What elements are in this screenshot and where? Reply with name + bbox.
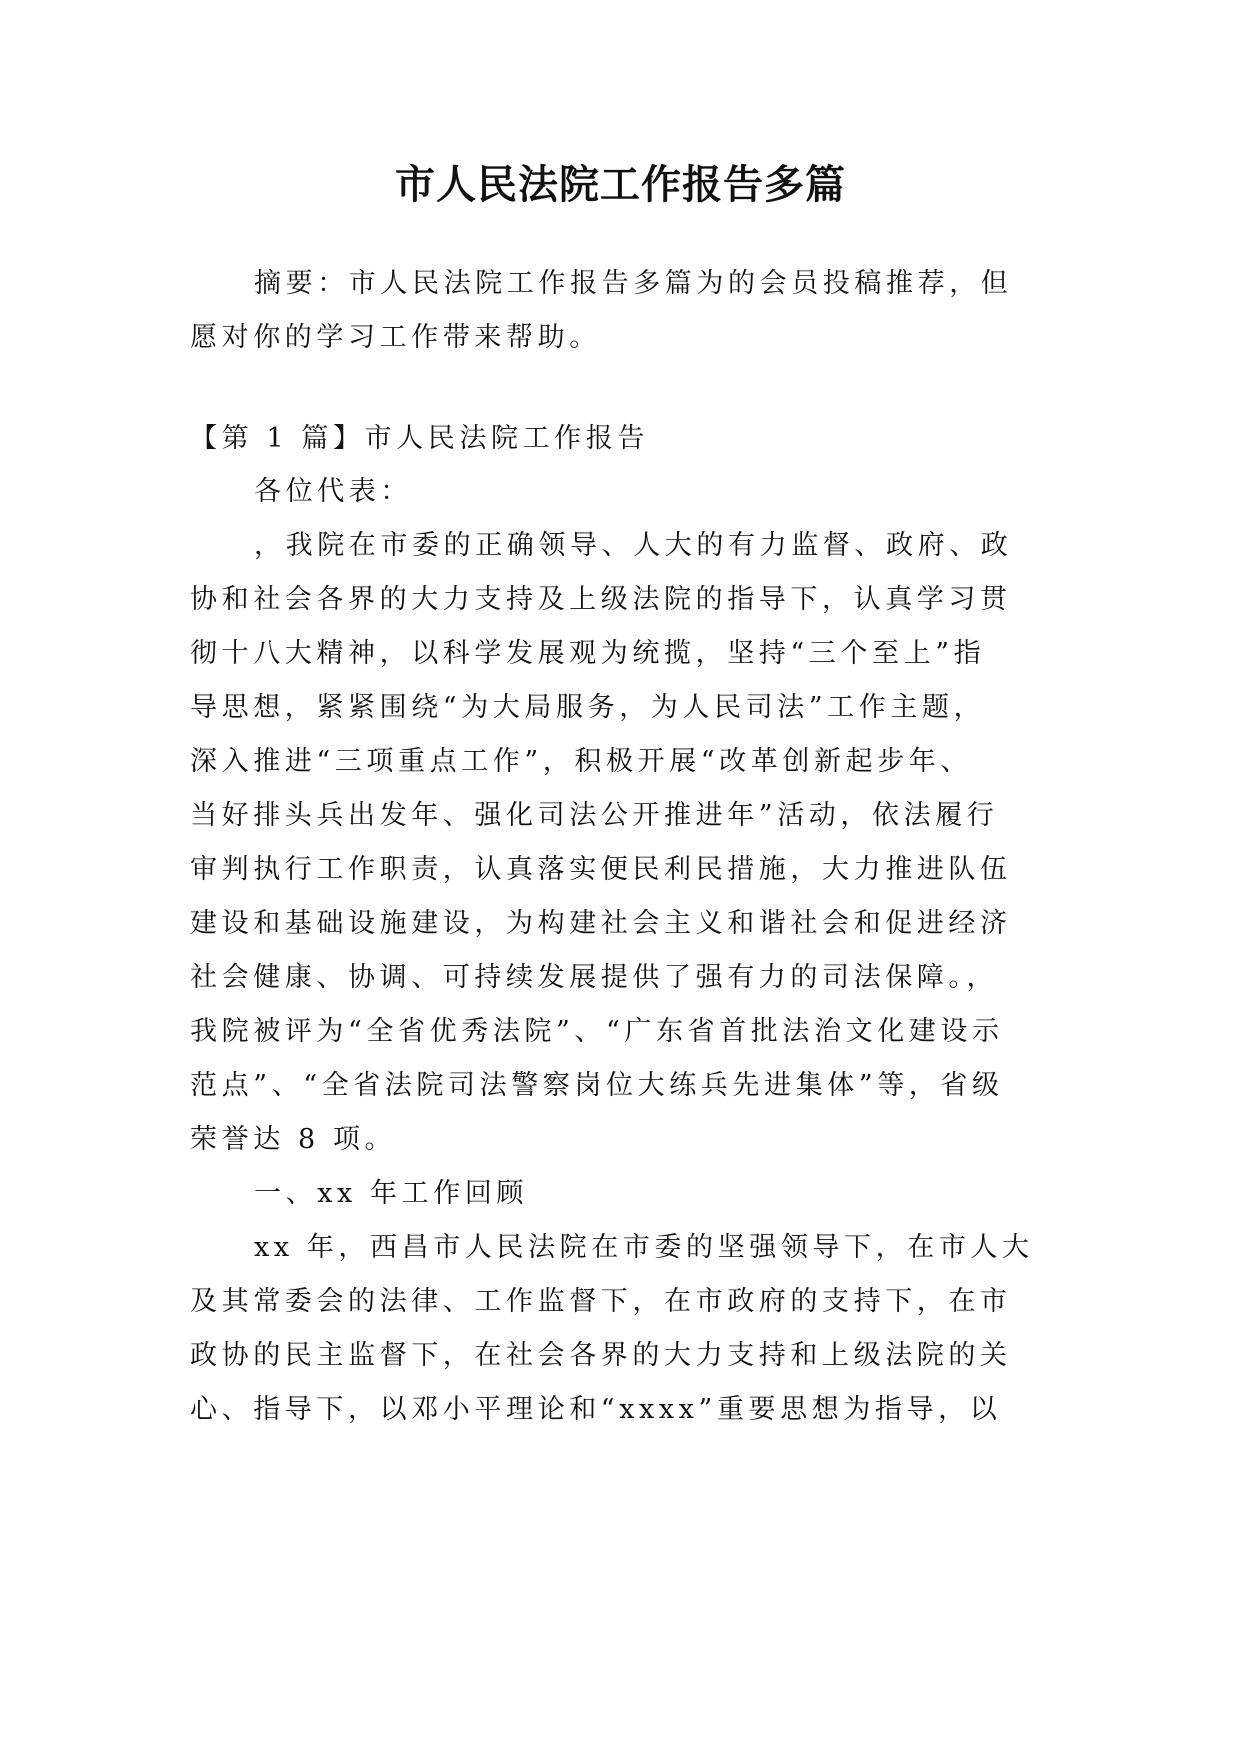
salutation: 各位代表： (254, 476, 412, 507)
paragraph1-line-4: 导思想，紧紧围绕“为大局服务，为人民司法”工作主题， (190, 692, 986, 723)
paragraph1-line-8: 建设和基础设施建设，为构建社会主义和谐社会和促进经济 (190, 908, 1012, 939)
section-heading: 【第 1 篇】市人民法院工作报告 (190, 423, 649, 454)
document-title: 市人民法院工作报告多篇 (395, 162, 846, 208)
subheading: 一、xx 年工作回顾 (254, 1178, 529, 1209)
abstract-line-2: 愿对你的学习工作带来帮助。 (190, 322, 601, 353)
paragraph1-line-3: 彻十八大精神，以科学发展观为统揽，坚持“三个至上”指 (190, 638, 986, 669)
paragraph2-line-2: 及其常委会的法律、工作监督下，在市政府的支持下，在市 (190, 1286, 1012, 1317)
paragraph1-line-10: 我院被评为“全省优秀法院”、“广东省首批法治文化建设示 (190, 1016, 1004, 1047)
paragraph1-line-5: 深入推进“三项重点工作”，积极开展“改革创新起步年、 (190, 746, 973, 777)
paragraph2-line-4: 心、指导下，以邓小平理论和“xxxx”重要思想为指导，以 (190, 1394, 1002, 1425)
paragraph2-line-3: 政协的民主监督下，在社会各界的大力支持和上级法院的关 (190, 1340, 1012, 1371)
paragraph1-line-6: 当好排头兵出发年、强化司法公开推进年”活动，依法履行 (190, 800, 999, 831)
paragraph1-line-11: 范点”、“全省法院司法警察岗位大练兵先进集体”等，省级 (190, 1070, 1004, 1101)
paragraph1-line-2: 协和社会各界的大力支持及上级法院的指导下，认真学习贯 (190, 584, 1012, 615)
paragraph1-line-1: ，我院在市委的正确领导、人大的有力监督、政府、政 (254, 530, 1013, 561)
paragraph2-line-1: xx 年，西昌市人民法院在市委的坚强领导下，在市人大 (254, 1232, 1034, 1263)
paragraph1-line-7: 审判执行工作职责，认真落实便民利民措施，大力推进队伍 (190, 854, 1012, 885)
paragraph1-line-12: 荣誉达 8 项。 (190, 1124, 397, 1155)
abstract-line-1: 摘要：市人民法院工作报告多篇为的会员投稿推荐，但 (254, 268, 1013, 299)
paragraph1-line-9: 社会健康、协调、可持续发展提供了强有力的司法保障。， (190, 962, 999, 993)
